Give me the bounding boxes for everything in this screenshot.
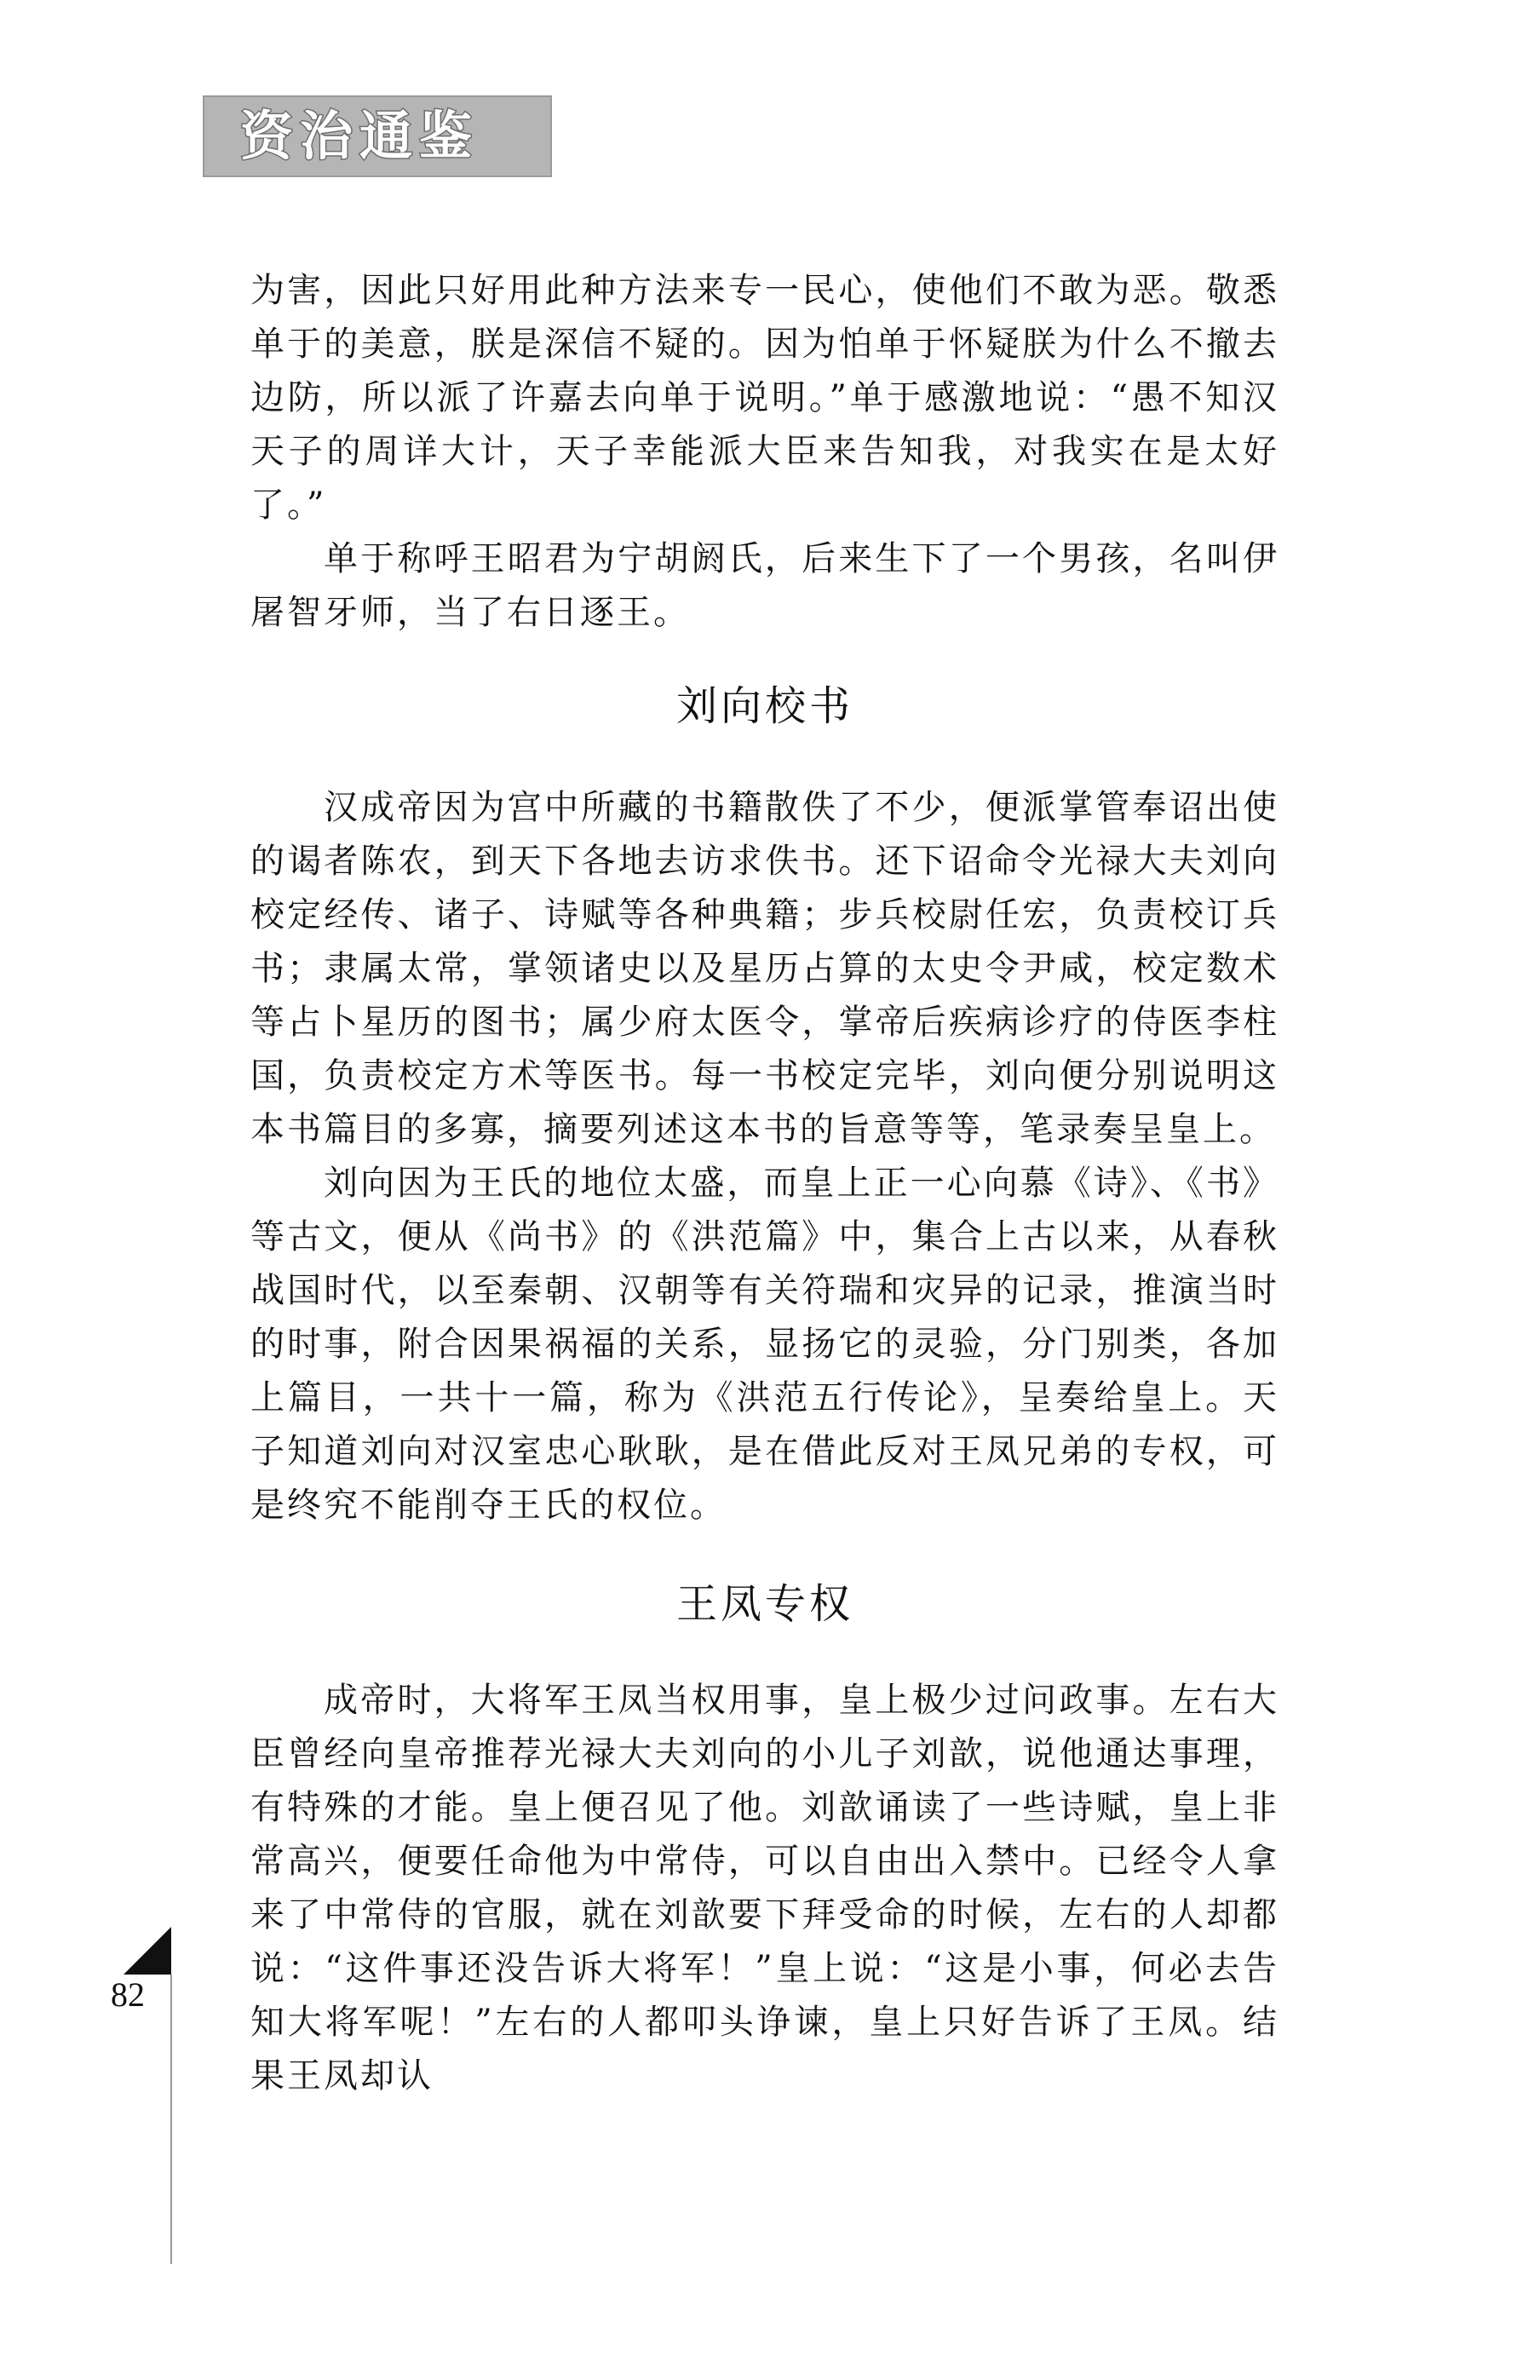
margin-rule: [170, 1975, 172, 2264]
page-body: [250, 264, 1279, 2103]
paragraph: 单于称呼王昭君为宁胡阏氏，后来生下了一个男孩，名叫伊屠智牙师，当了右日逐王。: [250, 539, 1279, 632]
page-number: 82: [111, 1975, 145, 2014]
page-corner-triangle: [124, 1927, 171, 1975]
paragraph: 汉成帝因为宫中所藏的书籍散佚了不少，便派掌管奉诏出使的谒者陈农，到天下各地去访求佚书。还下诏命令光禄大夫刘向校定经传、诸子、诗赋等各种典籍；步兵校尉任宏，负责校订兵书；隶属太常，掌领诸史以及星历占算的太史令尹咸，校定数术等占卜星历的图书；属少府太医令，掌帝后疾病诊疗的侍医李柱国，负责校定方术等医书。每一书校定完毕，刘向便分别说明这本书篇目的多寡，摘要列述这本书的旨意等等，笔录奏呈皇上。: [250, 788, 1279, 1149]
paragraph: 成帝时，大将军王凤当权用事，皇上极少过问政事。左右大臣曾经向皇帝推荐光禄大夫刘向的小儿子刘歆，说他通达事理，有特殊的才能。皇上便召见了他。刘歆诵读了一些诗赋，皇上非常高兴，便要任命他为中常侍，可以自由出入禁中。已经令人拿来了中常侍的官服，就在刘歆要下拜受命的时候，左右的人却都说：“这件事还没告诉大将军！”皇上说：“这是小事，何必去告知大将军呢！”左右的人都叩头诤谏，皇上只好告诉了王凤。结果王凤却认: [250, 1681, 1279, 2095]
book-title-tab: [203, 95, 552, 177]
section-heading: 刘向校书: [675, 682, 853, 730]
book-title: 资治通鉴: [240, 105, 480, 167]
paragraph: 刘向因为王氏的地位太盛，而皇上正一心向慕《诗》、《书》等古文，便从《尚书》的《洪范篇》中，集合上古以来，从春秋战国时代，以至秦朝、汉朝等有关符瑞和灾异的记录，推演当时的时事，附合因果祸福的关系，显扬它的灵验，分门别类，各加上篇目，一共十一篇，称为《洪范五行传论》，呈奏给皇上。天子知道刘向对汉室忠心耿耿，是在借此反对王凤兄弟的专权，可是终究不能削夺王氏的权位。: [250, 1164, 1279, 1525]
paragraph: 为害，因此只好用此种方法来专一民心，使他们不敢为恶。敬悉单于的美意，朕是深信不疑的。因为怕单于怀疑朕为什么不撤去边防，所以派了许嘉去向单于说明。”单于感激地说：“愚不知汉天子的周详大计，天子幸能派大臣来告知我，对我实在是太好了。”: [250, 271, 1279, 525]
section-heading: 王凤专权: [675, 1580, 853, 1628]
